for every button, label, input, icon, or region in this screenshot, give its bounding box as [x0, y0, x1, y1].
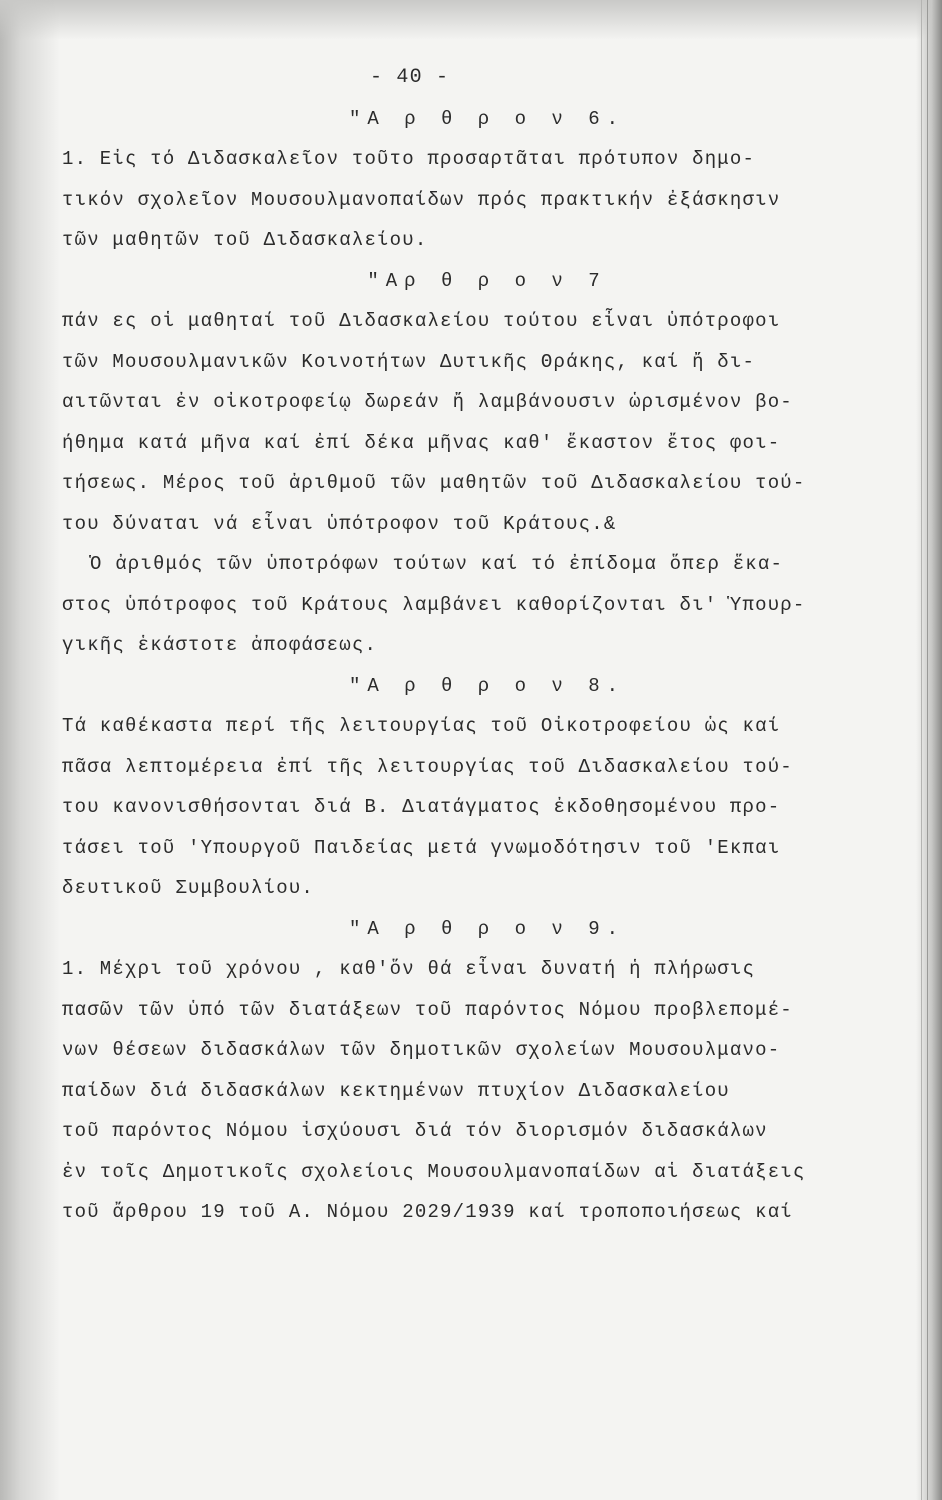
text-line: Τά καθέκαστα περί τῆς λειτουργίας τοῦ Οἰκοτροφείου ὡς καί: [62, 715, 781, 737]
text-line: παίδων διά διδασκάλων κεκτημένων πτυχίον Διδασκαλείου: [62, 1079, 730, 1102]
text-line: τῶν Μουσουλμανικῶν Κοινοτήτων Δυτικῆς Θράκης, καί ἤ δι-: [62, 350, 756, 373]
text-line: στος ὑπότροφος τοῦ Κράτους λαμβάνει καθορίζονται δι' Ὑπουρ-: [62, 593, 806, 616]
article-heading: "Αρ θ ρ ο ν 7: [367, 269, 607, 292]
text-line: πάν ες οἱ μαθηταί τοῦ Διδασκαλείου τούτου εἶναι ὑπότροφοι: [62, 310, 781, 332]
text-line: τοῦ ἄρθρου 19 τοῦ Α. Νόμου 2029/1939 καί τροποποιήσεως καί: [62, 1201, 793, 1223]
text-line: τῶν μαθητῶν τοῦ Διδασκαλείου.: [62, 229, 428, 251]
text-line: τοῦ παρόντος Νόμου ἰσχύουσι διά τόν διορισμόν διδασκάλων: [62, 1120, 768, 1142]
text-line: του δύναται νά εἶναι ὑπότροφον τοῦ Κράτους.&: [62, 512, 617, 535]
text-line: τήσεως. Μέρος τοῦ ἀριθμοῦ τῶν μαθητῶν τοῦ Διδασκαλείου τού-: [62, 472, 806, 494]
scan-shadow-top: [0, 0, 942, 40]
text-line: 1. Μέχρι τοῦ χρόνου , καθ'ὅν θά εἶναι δυνατή ἡ πλήρωσις: [62, 958, 756, 980]
page-number: - 40 -: [370, 66, 450, 89]
typewritten-text: [62, 58, 912, 1233]
article-heading: "Α ρ θ ρ ο ν 6.: [348, 107, 626, 130]
binding-line: [921, 0, 922, 1500]
scan-shadow-left: [0, 0, 60, 1500]
text-line: γικῆς ἑκάστοτε ἀποφάσεως.: [62, 634, 378, 656]
text-line: τικόν σχολεῖον Μουσουλμανοπαίδων πρός πρακτικήν ἐξάσκησιν: [62, 188, 781, 211]
binding-line: [927, 0, 928, 1500]
text-line: ἐν τοῖς Δημοτικοῖς σχολείοις Μουσουλμανοπαίδων αἱ διατάξεις: [62, 1160, 806, 1183]
text-line: δευτικοῦ Συμβουλίου.: [62, 877, 315, 899]
text-line: πασῶν τῶν ὑπό τῶν διατάξεων τοῦ παρόντος Νόμου προβλεπομέ-: [62, 998, 793, 1021]
text-line: Ὁ ἀριθμός τῶν ὑποτρόφων τούτων καί τό ἐπίδομα ὅπερ ἕκα-: [90, 553, 784, 575]
article-heading: "Α ρ θ ρ ο ν 8.: [348, 674, 626, 697]
text-line: 1. Εἰς τό Διδασκαλεῖον τοῦτο προσαρτᾶται πρότυπον δημο-: [62, 148, 756, 170]
text-lines: [62, 99, 912, 1233]
text-line: αιτῶνται ἐν οἰκοτροφείῳ δωρεάν ἤ λαμβάνουσιν ὡρισμένον βο-: [62, 391, 793, 413]
text-line: του κανονισθήσονται διά Β. Διατάγματος ἐκδοθησομένου προ-: [62, 796, 781, 818]
text-line: ήθημα κατά μῆνα καί ἐπί δέκα μῆνας καθ' ἕκαστον ἔτος φοι-: [62, 431, 781, 454]
text-line: πᾶσα λεπτομέρεια ἐπί τῆς λειτουργίας τοῦ Διδασκαλείου τού-: [62, 755, 793, 778]
text-line: νων θέσεων διδασκάλων τῶν δημοτικῶν σχολείων Μουσουλμανο-: [62, 1039, 781, 1061]
scan-shadow-right: [916, 0, 942, 1500]
text-line: τάσει τοῦ 'Υπουργοῦ Παιδείας μετά γνωμοδότησιν τοῦ 'Εκπαι: [62, 836, 781, 859]
article-heading: "Α ρ θ ρ ο ν 9.: [348, 917, 626, 940]
